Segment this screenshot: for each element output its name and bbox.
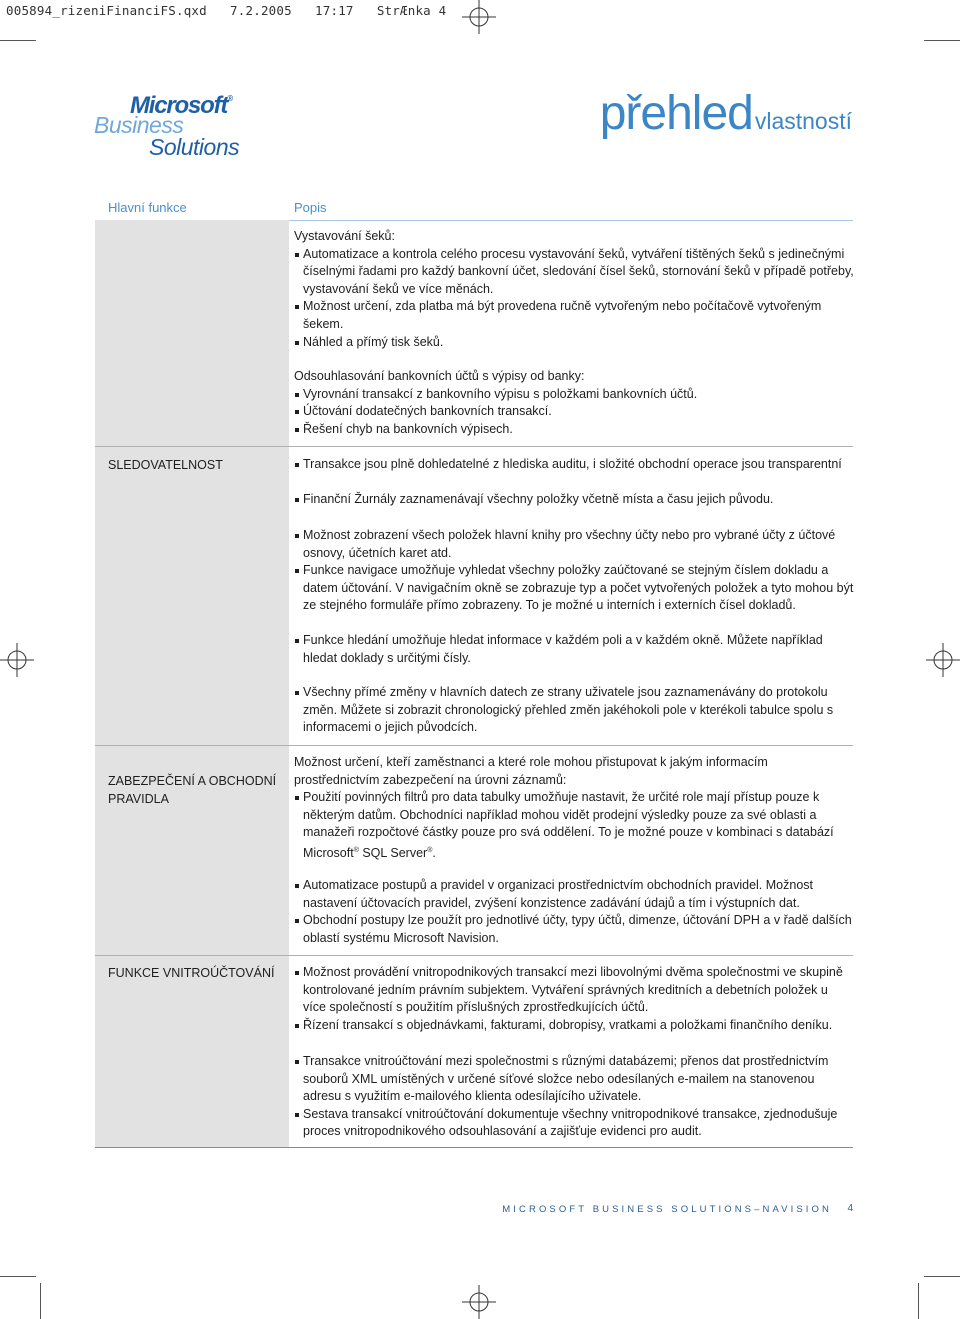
bank-intro: Odsouhlasování bankovních účtů s výpisy od banky:	[294, 369, 585, 383]
list-item: Funkce navigace umožňuje vyhledat všechny položky zaúčtované se stejným číslem dokladu a datem účtování. V navigačním okně se zobrazuje typ a počet vytvořených položek a tyto mohou být ze stejného formuláře přímo zobrazeny. To je možné u interních i externích čísel dokladů.	[294, 562, 854, 615]
intercompany-block-2	[294, 1053, 854, 1141]
intercompany-block	[294, 964, 854, 1034]
logo-microsoft: Microsoft®	[130, 92, 232, 119]
list-item: Automatizace a kontrola celého procesu vystavování šeků, vytváření tištěných šeků s jedinečnými číselnými řadami pro každý bankovní účet, sledování čísel šeků, stornování šeků v případě potřeby, vystavování šeků ve více měnách.	[294, 246, 854, 299]
left-column-band	[95, 220, 289, 1148]
list-item: Transakce jsou plně dohledatelné z hlediska auditu, i složité obchodní operace jsou transparentní	[294, 456, 854, 474]
row-divider	[95, 745, 853, 746]
microsoft-business-solutions-logo	[94, 92, 269, 162]
registration-mark-bottom	[462, 1285, 496, 1319]
footer-text: MICROSOFT BUSINESS SOLUTIONS–NAVISION	[502, 1204, 832, 1215]
security-intro: Možnost určení, kteří zaměstnanci a které role mohou přistupovat k jakým informacím prostřednictvím zabezpečení na úrovni záznamů:	[294, 755, 768, 787]
list-item: Řešení chyb na bankovních výpisech.	[294, 421, 854, 439]
list-item: Obchodní postupy lze použít pro jednotlivé účty, typy účtů, dimenze, účtování DPH a v řadě dalších oblastí systému Microsoft Navision.	[294, 912, 854, 947]
bank-reconciliation-block	[294, 368, 854, 438]
crop-mark	[0, 1276, 36, 1277]
list-item: Transakce vnitroúčtování mezi společnostmi s různými databázemi; přenos dat prostřednictvím souborů XML umístěných v určené síťové složce nebo odesílaných e-mailem na stanovenou adresu s využitím e-mailového klienta odesílajícího uživatele.	[294, 1053, 854, 1106]
list-item: Použití povinných filtrů pro data tabulky umožňuje nastavit, že určité role mají přístup pouze k některým datům. Obchodníci například mohou vidět prodejní výsledky pouze za své oblasti a manažeři rozpočtové částky pouze pro svá oddělení. To je možné pouze v kombinaci s databází Microsoft® SQL Server®.	[294, 789, 854, 863]
list-item: Finanční Žurnály zaznamenávají všechny položky včetně místa a času jejich původu.	[294, 491, 854, 509]
table-bottom-border	[95, 1147, 853, 1148]
crop-mark	[924, 1276, 960, 1277]
list-item: Náhled a přímý tisk šeků.	[294, 334, 854, 352]
column-header-description: Popis	[294, 200, 327, 215]
logo-business: Business	[94, 112, 184, 138]
print-slug: 005894_rizeniFinanciFS.qxd 7.2.2005 17:17 StrÆnka 4	[6, 3, 447, 18]
list-item: Vyrovnání transakcí z bankovního výpisu s položkami bankovních účtů.	[294, 386, 854, 404]
title-sub: vlastností	[754, 108, 852, 134]
row-divider	[95, 955, 853, 956]
traceability-b5	[294, 632, 854, 667]
crop-mark	[40, 1283, 41, 1319]
security-block	[294, 754, 854, 863]
traceability-b6	[294, 684, 854, 737]
title-main: přehled	[599, 87, 753, 140]
crop-mark	[0, 40, 36, 41]
traceability-b1	[294, 456, 854, 474]
security-block-2	[294, 877, 854, 947]
registration-mark-left	[0, 643, 34, 677]
page-number: 4	[847, 1203, 853, 1214]
crop-mark	[924, 40, 960, 41]
list-item: Řízení transakcí s objednávkami, fakturami, dobropisy, vratkami a položkami finančního deníku.	[294, 1017, 854, 1035]
page-title	[600, 86, 852, 141]
registration-mark-top	[462, 0, 496, 34]
logo-solutions: Solutions	[149, 134, 240, 160]
list-item: Možnost určení, zda platba má být provedena ručně vytvořeným nebo počítačově vytvořeným šekem.	[294, 298, 854, 333]
column-header-main-function: Hlavní funkce	[108, 200, 187, 215]
traceability-b2	[294, 491, 854, 509]
row-divider	[95, 446, 853, 447]
list-item: Automatizace postupů a pravidel v organizaci prostřednictvím obchodních pravidel. Možnost nastavení účtovacích pravidel, zvýšení konzistence zadávání údajů a tím i výstupních dat.	[294, 877, 854, 912]
crop-mark	[918, 1283, 919, 1319]
list-item: Všechny přímé změny v hlavních datech ze strany uživatele jsou zaznamenávány do protokolu změn. Můžete si zobrazit chronologický přehled změn jakéhokoli pole v kterékoli tabulce spolu s informacemi o jejich původcích.	[294, 684, 854, 737]
section-label-traceability: SLEDOVATELNOST	[108, 458, 223, 472]
checks-block	[294, 228, 854, 351]
section-label-security: ZABEZPEČENÍ A OBCHODNÍ PRAVIDLA	[108, 774, 277, 806]
section-label-intercompany: FUNKCE VNITROÚČTOVÁNÍ	[108, 966, 275, 980]
list-item: Sestava transakcí vnitroúčtování dokumentuje všechny vnitropodnikové transakce, zjednodušuje proces vnitropodnikového odsouhlasování a zajišťuje evidenci pro audit.	[294, 1106, 854, 1141]
list-item: Možnost provádění vnitropodnikových transakcí mezi libovolnými dvěma společnostmi ve skupině kontrolované jedním právním subjektem. Vytváření správných kreditních a debetních položek u více společností s použitím příslušných zprostředkujících účtů.	[294, 964, 854, 1017]
list-item: Účtování dodatečných bankovních transakcí.	[294, 403, 854, 421]
list-item: Možnost zobrazení všech položek hlavní knihy pro všechny účty nebo pro vybrané účty z účtové osnovy, účetních karet atd.	[294, 527, 854, 562]
list-item: Funkce hledání umožňuje hledat informace v každém poli a v každém okně. Můžete například hledat doklady s určitými čísly.	[294, 632, 854, 667]
traceability-b3	[294, 527, 854, 615]
checks-intro: Vystavování šeků:	[294, 229, 395, 243]
registration-mark-right	[926, 643, 960, 677]
